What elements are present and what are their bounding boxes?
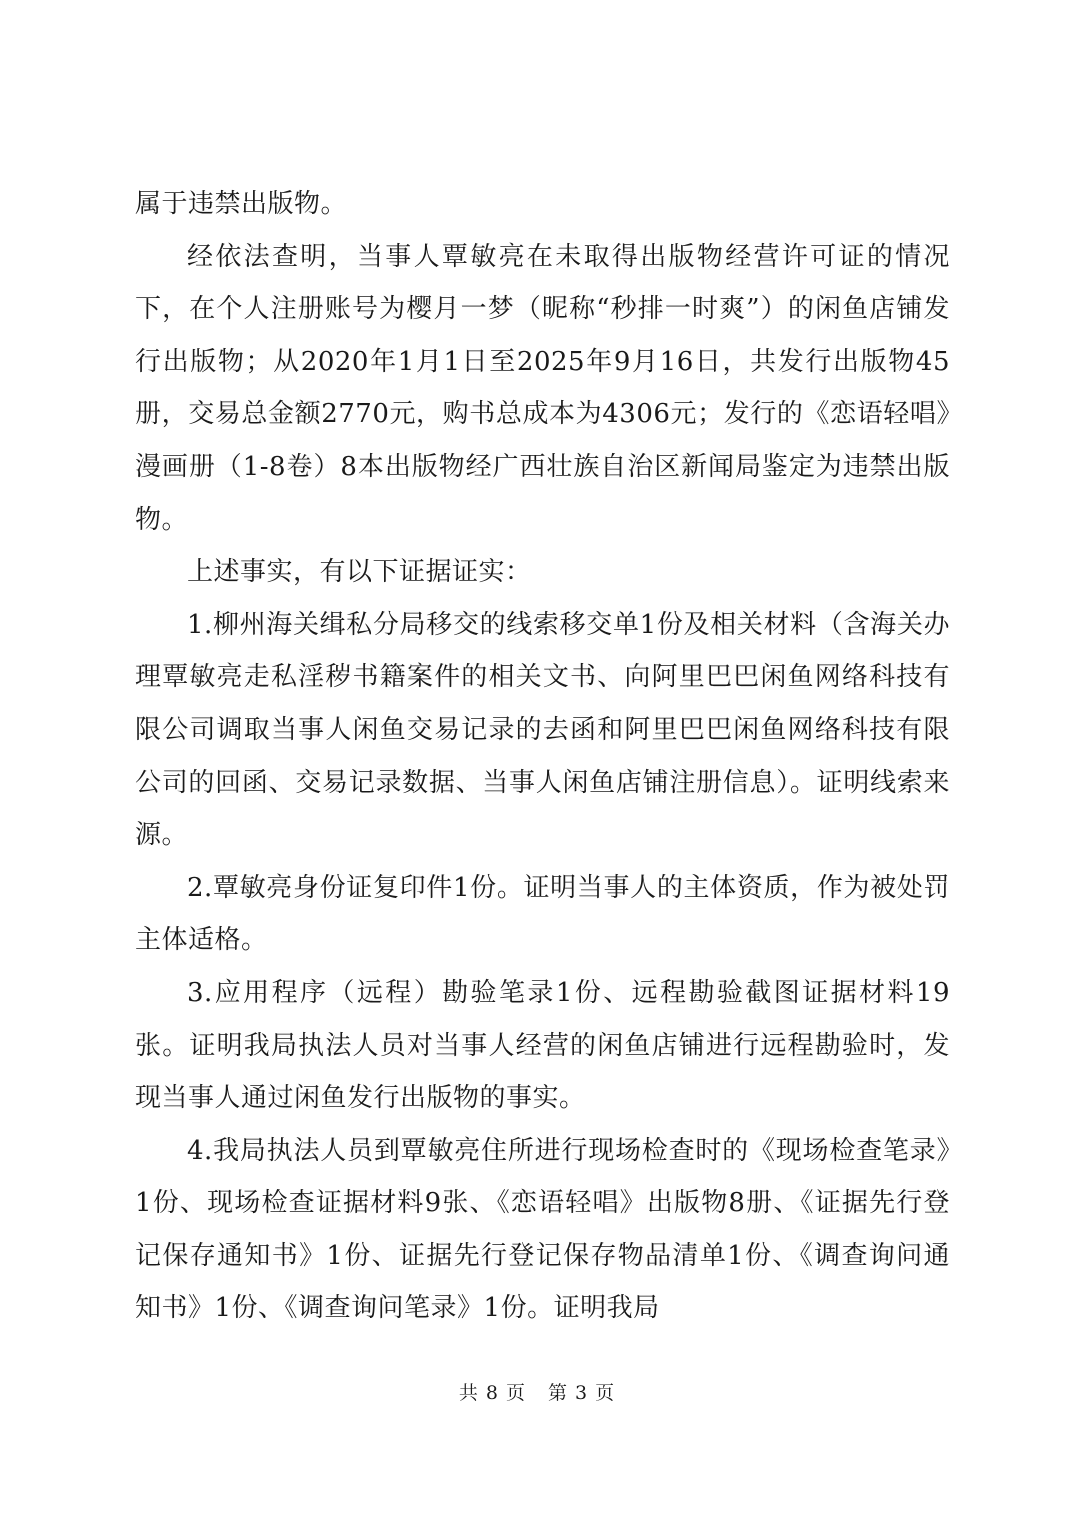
paragraph-continuation: 属于违禁出版物。 — [135, 189, 348, 219]
total-pages-label: 共 8 页 — [458, 1382, 526, 1404]
current-page-label: 第 3 页 — [548, 1382, 616, 1404]
document-body — [135, 178, 950, 1335]
paragraph-evidence-4: 4.我局执法人员到覃敏亮住所进行现场检查时的《现场检查笔录》1份、现场检查证据材料9张、《恋语轻唱》出版物8册、《证据先行登记保存通知书》1份、证据先行登记保存物品清单1份、《调查询问通知书》1份、《调查询问笔录》1份。证明我局 — [135, 1135, 950, 1324]
paragraph-facts: 经依法查明，当事人覃敏亮在未取得出版物经营许可证的情况下，在个人注册账号为樱月一梦（昵称“秒排一时爽”）的闲鱼店铺发行出版物；从2020年1月1日至2025年9月16日，共发行出版物45册，交易总金额2770元，购书总成本为4306元；发行的《恋语轻唱》漫画册（1-8卷）8本出版物经广西壮族自治区新闻局鉴定为违禁出版物。 — [135, 241, 950, 535]
paragraph-evidence-3: 3.应用程序（远程）勘验笔录1份、远程勘验截图证据材料19张。证明我局执法人员对当事人经营的闲鱼店铺进行远程勘验时，发现当事人通过闲鱼发行出版物的事实。 — [135, 977, 950, 1114]
paragraph-evidence-intro: 上述事实，有以下证据证实： — [187, 557, 532, 588]
paragraph-evidence-2: 2.覃敏亮身份证复印件1份。证明当事人的主体资质，作为被处罚主体适格。 — [135, 872, 950, 956]
page-footer — [0, 1378, 1074, 1405]
paragraph-evidence-1: 1.柳州海关缉私分局移交的线索移交单1份及相关材料（含海关办理覃敏亮走私淫秽书籍案件的相关文书、向阿里巴巴闲鱼网络科技有限公司调取当事人闲鱼交易记录的去函和阿里巴巴闲鱼网络科技有限公司的回函、交易记录数据、当事人闲鱼店铺注册信息）。证明线索来源。 — [135, 609, 950, 851]
